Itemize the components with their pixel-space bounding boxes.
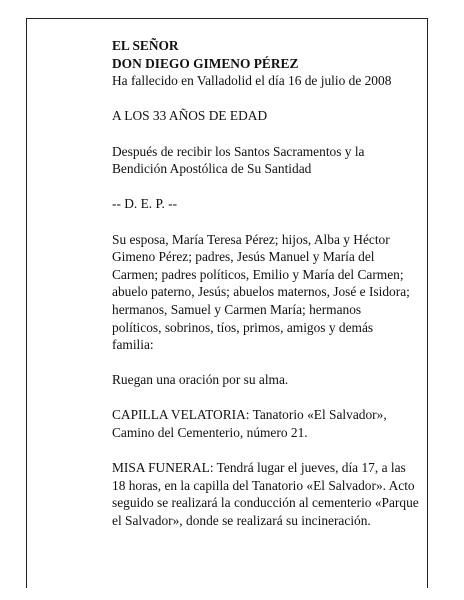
chapel-line-1: CAPILLA VELATORIA: Tanatorio «El Salvador», <box>112 407 387 423</box>
sacraments-line-2: Bendición Apostólica de Su Santidad <box>112 161 312 177</box>
deceased-header <box>112 37 442 90</box>
dep-line: -- D. E. P. -- <box>112 196 178 212</box>
sacraments-paragraph <box>112 143 442 178</box>
death-note: Ha fallecido en Valladolid el día 16 de julio de 2008 <box>112 73 392 89</box>
family-line: Gimeno Pérez; padres, Jesús Manuel y María del <box>112 249 375 265</box>
family-line: Su esposa, María Teresa Pérez; hijos, Alba y Héctor <box>112 231 390 247</box>
family-line: políticos, sobrinos, tíos, primos, amigos y demás <box>112 319 374 335</box>
chapel-line-2: Camino del Cementerio, número 21. <box>112 425 308 441</box>
family-paragraph <box>112 231 442 354</box>
title-line-1: EL SEÑOR <box>112 38 179 53</box>
mass-paragraph <box>112 459 442 529</box>
family-line: hermanos, Samuel y Carmen María; hermanos <box>112 301 362 317</box>
mass-line: seguido se realizará la conducción al cementerio «Parque <box>112 495 419 511</box>
mass-line: el Salvador», donde se realizará su incineración. <box>112 513 371 529</box>
age-line: A LOS 33 AÑOS DE EDAD <box>112 108 268 124</box>
obituary-text <box>112 37 442 530</box>
prayer-line: Ruegan una oración por su alma. <box>112 372 289 388</box>
title-line-2: DON DIEGO GIMENO PÉREZ <box>112 55 299 71</box>
family-line: abuelo paterno, Jesús; abuelos maternos, José e Isidora; <box>112 284 410 300</box>
sacraments-line-1: Después de recibir los Santos Sacramentos y la <box>112 143 365 159</box>
mass-line: MISA FUNERAL: Tendrá lugar el jueves, día 17, a las <box>112 460 406 476</box>
family-line: Carmen; padres políticos, Emilio y María del Carmen; <box>112 266 404 282</box>
mass-line: 18 horas, en la capilla del Tanatorio «El Salvador». Acto <box>112 477 415 493</box>
family-line: familia: <box>112 337 154 353</box>
chapel-paragraph <box>112 406 442 441</box>
